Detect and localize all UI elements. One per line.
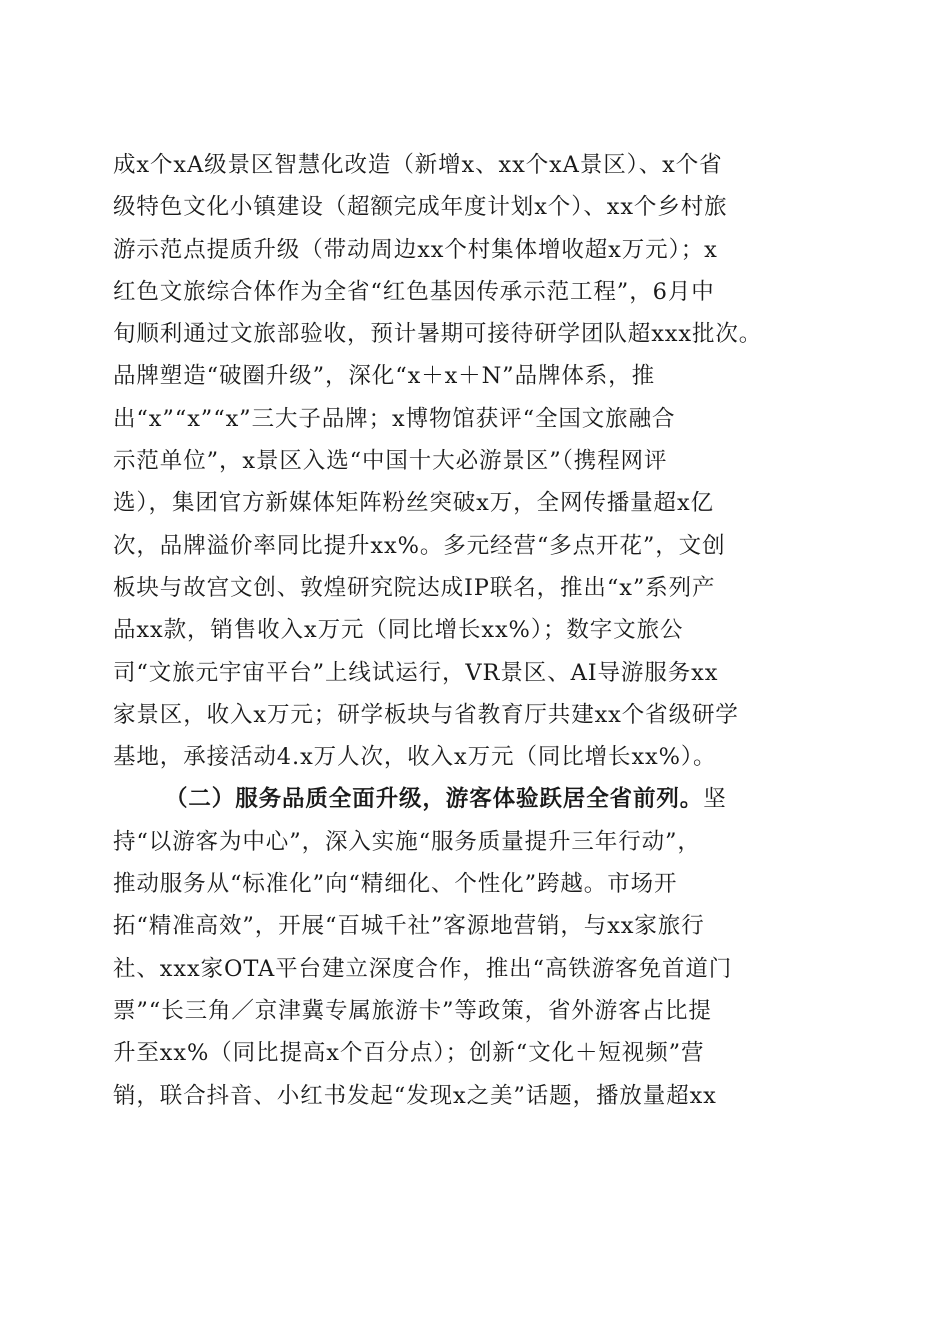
text-line: 票”“长三角／京津冀专属旅游卡”等政策，省外游客占比提	[113, 997, 712, 1024]
text-line: 次，品牌溢价率同比提升xx%。多元经营“多点开花”，文创	[113, 532, 726, 559]
section-heading-line	[113, 778, 843, 820]
body-text	[113, 144, 843, 1117]
text-line: 持“以游客为中心”，深入实施“服务质量提升三年行动”，	[113, 828, 701, 855]
text-line: 板块与故宫文创、敦煌研究院达成IP联名，推出“x”系列产	[113, 574, 716, 601]
text-line: 红色文旅综合体作为全省“红色基因传承示范工程”，6月中	[113, 278, 715, 305]
text-line: 品xx款，销售收入x万元（同比增长xx%）；数字文旅公	[113, 617, 684, 644]
text-line: 游示范点提质升级（带动周边xx个村集体增收超x万元）；x	[113, 236, 718, 263]
text-line: 社、xxx家OTA平台建立深度合作，推出“高铁游客免首道门	[113, 955, 733, 982]
text-line: 司“文旅元宇宙平台”上线试运行，VR景区、AI导游服务xx	[113, 659, 719, 686]
text-line: 推动服务从“标准化”向“精细化、个性化”跨越。市场开	[113, 871, 678, 898]
text-line: 级特色文化小镇建设（超额完成年度计划x个）、xx个乡村旅	[113, 194, 728, 221]
text-line: 基地，承接活动4.x万人次，收入x万元（同比增长xx%）。	[113, 744, 717, 771]
section-heading: （二）服务品质全面升级，游客体验跃居全省前列。	[165, 786, 704, 813]
text-line: 选），集团官方新媒体矩阵粉丝突破x万，全网传播量超x亿	[113, 490, 714, 517]
text-line: 销，联合抖音、小红书发起“发现x之美”话题，播放量超xx	[113, 1082, 717, 1109]
text-line: 拓“精准高效”，开展“百城千社”客源地营销，与xx家旅行	[113, 913, 705, 940]
text-line: 示范单位”，x景区入选“中国十大必游景区”（携程网评	[113, 448, 668, 475]
text-line: 成x个xA级景区智慧化改造（新增x、xx个xA景区）、x个省	[113, 152, 723, 178]
section-heading-tail: 坚	[703, 786, 727, 813]
text-line: 旬顺利通过文旅部验收，预计暑期可接待研学团队超xxx批次。	[113, 321, 763, 348]
text-line: 升至xx%（同比提高x个百分点）；创新“文化＋短视频”营	[113, 1040, 705, 1067]
text-line: 出“x”“x”“x”三大子品牌；x博物馆获评“全国文旅融合	[113, 405, 676, 432]
text-line: 品牌塑造“破圈升级”，深化“x＋x＋N”品牌体系，推	[113, 363, 655, 390]
text-line: 家景区，收入x万元；研学板块与省教育厅共建xx个省级研学	[113, 701, 739, 728]
